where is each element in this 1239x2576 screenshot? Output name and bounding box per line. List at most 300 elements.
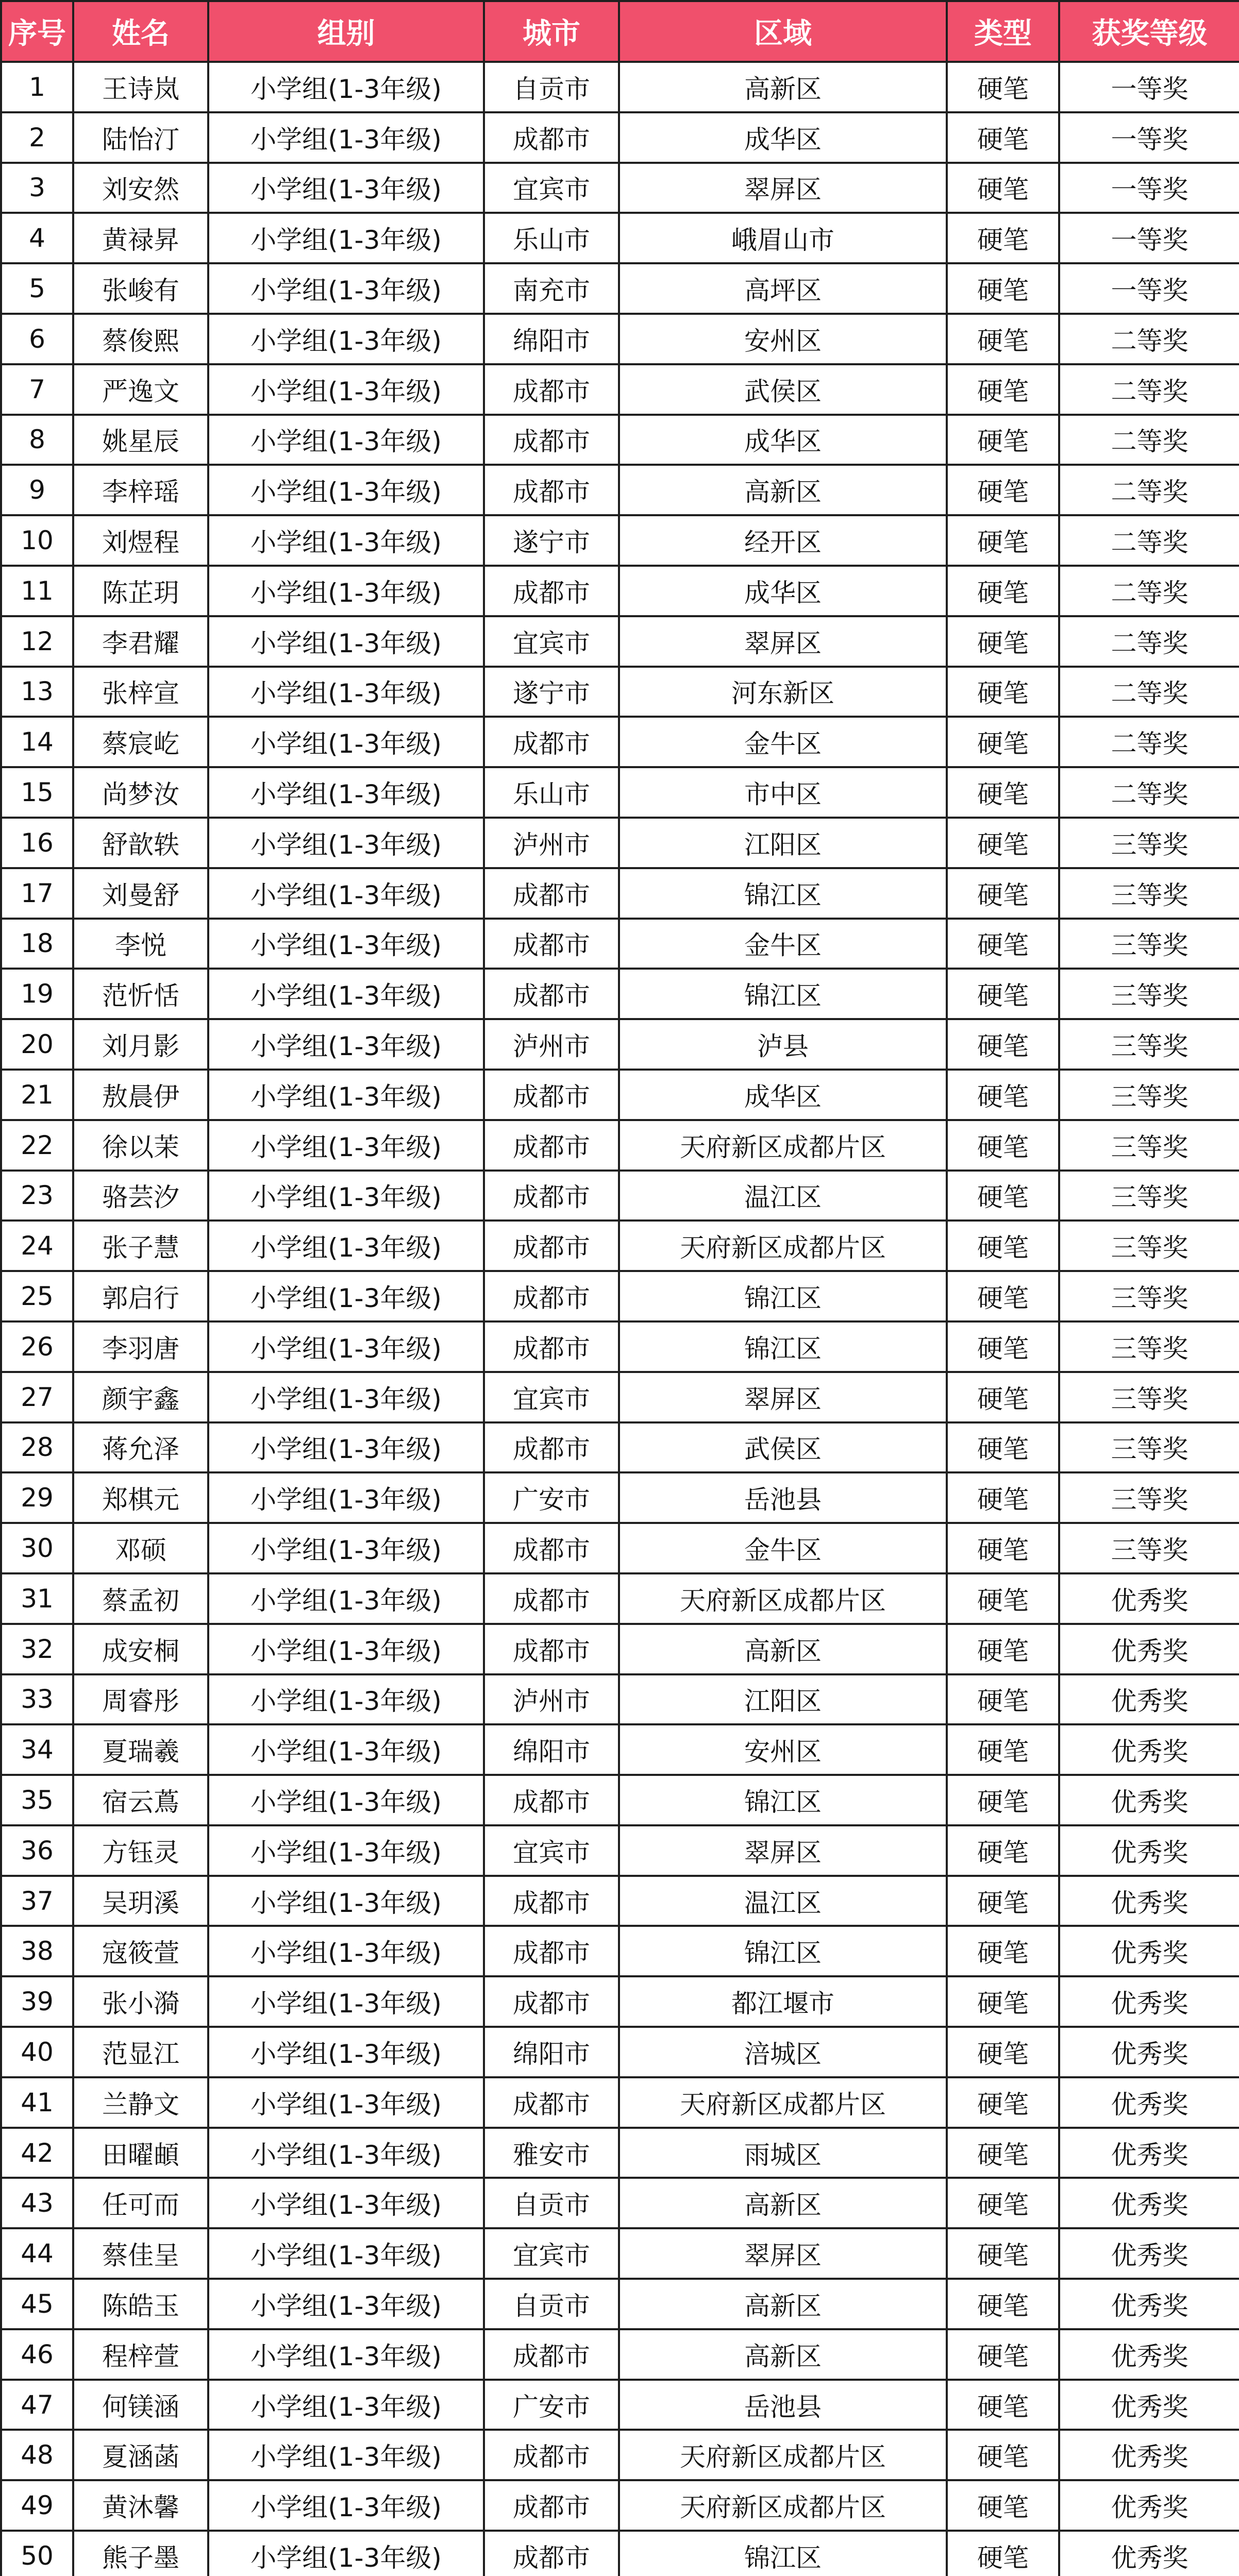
cell-award: 三等奖 [1059,1221,1239,1271]
cell-type: 硬笔 [947,1472,1059,1523]
cell-award: 一等奖 [1059,112,1239,163]
cell-name: 田曜頔 [73,2128,208,2178]
cell-group: 小学组(1-3年级) [208,465,484,515]
header-district: 区域 [619,1,947,62]
table-row [1,1321,1239,1372]
cell-award: 三等奖 [1059,1472,1239,1523]
cell-name: 黄禄昇 [73,213,208,263]
cell-city: 宜宾市 [484,1825,619,1876]
header-name: 姓名 [73,1,208,62]
cell-index: 12 [1,616,73,667]
cell-district: 峨眉山市 [619,213,947,263]
cell-award: 一等奖 [1059,263,1239,314]
cell-group: 小学组(1-3年级) [208,2380,484,2430]
cell-index: 3 [1,163,73,213]
cell-group: 小学组(1-3年级) [208,1019,484,1070]
cell-type: 硬笔 [947,1825,1059,1876]
cell-city: 成都市 [484,2329,619,2380]
cell-group: 小学组(1-3年级) [208,62,484,112]
cell-group: 小学组(1-3年级) [208,1775,484,1825]
table-row [1,2480,1239,2531]
cell-name: 郭启行 [73,1271,208,1321]
cell-award: 三等奖 [1059,969,1239,1019]
cell-index: 25 [1,1271,73,1321]
cell-award: 三等奖 [1059,868,1239,919]
cell-name: 程梓萱 [73,2329,208,2380]
cell-group: 小学组(1-3年级) [208,1876,484,1926]
cell-name: 黄沐馨 [73,2480,208,2531]
cell-type: 硬笔 [947,2329,1059,2380]
table-row [1,1775,1239,1825]
cell-district: 高新区 [619,2178,947,2228]
cell-type: 硬笔 [947,515,1059,566]
cell-district: 天府新区成都片区 [619,2077,947,2128]
cell-name: 张峻有 [73,263,208,314]
cell-type: 硬笔 [947,263,1059,314]
cell-name: 刘安然 [73,163,208,213]
table-row [1,163,1239,213]
cell-award: 优秀奖 [1059,1674,1239,1725]
cell-index: 33 [1,1674,73,1725]
cell-award: 优秀奖 [1059,2178,1239,2228]
cell-type: 硬笔 [947,767,1059,818]
cell-district: 锦江区 [619,969,947,1019]
cell-index: 22 [1,1120,73,1171]
cell-index: 44 [1,2228,73,2279]
cell-city: 成都市 [484,1573,619,1624]
cell-award: 优秀奖 [1059,2380,1239,2430]
cell-award: 三等奖 [1059,1321,1239,1372]
cell-type: 硬笔 [947,616,1059,667]
cell-group: 小学组(1-3年级) [208,1825,484,1876]
cell-city: 绵阳市 [484,314,619,364]
cell-city: 遂宁市 [484,515,619,566]
cell-name: 刘月影 [73,1019,208,1070]
cell-award: 一等奖 [1059,163,1239,213]
cell-type: 硬笔 [947,919,1059,969]
table-row [1,2430,1239,2480]
cell-name: 蒋允泽 [73,1422,208,1473]
cell-name: 范显江 [73,2027,208,2077]
cell-city: 成都市 [484,1221,619,1271]
table-row [1,2329,1239,2380]
cell-type: 硬笔 [947,2077,1059,2128]
cell-city: 成都市 [484,969,619,1019]
cell-name: 李悦 [73,919,208,969]
cell-type: 硬笔 [947,1724,1059,1775]
cell-name: 徐以茉 [73,1120,208,1171]
cell-group: 小学组(1-3年级) [208,1171,484,1221]
cell-name: 骆芸汐 [73,1171,208,1221]
cell-index: 43 [1,2178,73,2228]
cell-type: 硬笔 [947,969,1059,1019]
cell-type: 硬笔 [947,667,1059,717]
cell-index: 41 [1,2077,73,2128]
cell-city: 成都市 [484,2480,619,2531]
cell-group: 小学组(1-3年级) [208,2228,484,2279]
cell-district: 高新区 [619,1624,947,1674]
table-row [1,62,1239,112]
cell-index: 20 [1,1019,73,1070]
cell-index: 5 [1,263,73,314]
cell-district: 成华区 [619,1070,947,1120]
cell-award: 三等奖 [1059,1171,1239,1221]
table-row [1,1271,1239,1321]
cell-group: 小学组(1-3年级) [208,1271,484,1321]
table-row [1,2128,1239,2178]
cell-type: 硬笔 [947,1321,1059,1372]
table-row [1,1523,1239,1573]
table-row [1,1221,1239,1271]
table-row [1,566,1239,616]
cell-name: 姚星辰 [73,415,208,465]
cell-city: 成都市 [484,2531,619,2576]
cell-name: 夏涵菡 [73,2430,208,2480]
cell-name: 刘煜程 [73,515,208,566]
cell-city: 成都市 [484,1775,619,1825]
table-row [1,1573,1239,1624]
cell-award: 一等奖 [1059,213,1239,263]
cell-award: 优秀奖 [1059,2531,1239,2576]
cell-group: 小学组(1-3年级) [208,1472,484,1523]
table-row [1,2380,1239,2430]
cell-city: 成都市 [484,2077,619,2128]
cell-district: 都江堰市 [619,1976,947,2027]
cell-district: 高新区 [619,2279,947,2329]
cell-award: 优秀奖 [1059,2430,1239,2480]
cell-group: 小学组(1-3年级) [208,717,484,767]
cell-award: 二等奖 [1059,767,1239,818]
cell-name: 夏瑞羲 [73,1724,208,1775]
cell-index: 4 [1,213,73,263]
table-row [1,2531,1239,2576]
cell-group: 小学组(1-3年级) [208,919,484,969]
cell-city: 成都市 [484,1321,619,1372]
cell-city: 成都市 [484,1926,619,1976]
header-award: 获奖等级 [1059,1,1239,62]
cell-index: 42 [1,2128,73,2178]
cell-district: 岳池县 [619,1472,947,1523]
cell-group: 小学组(1-3年级) [208,818,484,868]
cell-index: 47 [1,2380,73,2430]
cell-city: 成都市 [484,1624,619,1674]
cell-type: 硬笔 [947,112,1059,163]
cell-index: 49 [1,2480,73,2531]
cell-group: 小学组(1-3年级) [208,213,484,263]
table-row [1,1876,1239,1926]
cell-award: 三等奖 [1059,1372,1239,1422]
cell-city: 成都市 [484,364,619,415]
cell-district: 金牛区 [619,717,947,767]
cell-city: 乐山市 [484,213,619,263]
cell-city: 泸州市 [484,1674,619,1725]
cell-type: 硬笔 [947,2128,1059,2178]
cell-index: 32 [1,1624,73,1674]
cell-type: 硬笔 [947,2430,1059,2480]
table-row [1,1724,1239,1775]
cell-district: 岳池县 [619,2380,947,2430]
table-row [1,2027,1239,2077]
cell-award: 优秀奖 [1059,2480,1239,2531]
cell-district: 锦江区 [619,868,947,919]
cell-district: 翠屏区 [619,1372,947,1422]
cell-district: 泸县 [619,1019,947,1070]
cell-city: 自贡市 [484,62,619,112]
cell-name: 王诗岚 [73,62,208,112]
cell-index: 50 [1,2531,73,2576]
cell-type: 硬笔 [947,1171,1059,1221]
cell-district: 市中区 [619,767,947,818]
cell-name: 蔡俊熙 [73,314,208,364]
cell-city: 宜宾市 [484,163,619,213]
cell-group: 小学组(1-3年级) [208,1321,484,1372]
cell-type: 硬笔 [947,1372,1059,1422]
cell-city: 成都市 [484,919,619,969]
cell-district: 成华区 [619,566,947,616]
table-row [1,2077,1239,2128]
cell-type: 硬笔 [947,2027,1059,2077]
cell-name: 方钰灵 [73,1825,208,1876]
cell-city: 成都市 [484,465,619,515]
cell-city: 成都市 [484,868,619,919]
cell-city: 成都市 [484,1876,619,1926]
cell-award: 三等奖 [1059,1070,1239,1120]
cell-district: 安州区 [619,1724,947,1775]
cell-type: 硬笔 [947,1573,1059,1624]
cell-city: 成都市 [484,1171,619,1221]
cell-index: 34 [1,1724,73,1775]
cell-index: 2 [1,112,73,163]
cell-city: 成都市 [484,1271,619,1321]
cell-index: 37 [1,1876,73,1926]
cell-type: 硬笔 [947,2178,1059,2228]
cell-group: 小学组(1-3年级) [208,1674,484,1725]
cell-type: 硬笔 [947,62,1059,112]
cell-name: 熊子墨 [73,2531,208,2576]
table-row [1,1674,1239,1725]
cell-city: 泸州市 [484,818,619,868]
cell-group: 小学组(1-3年级) [208,314,484,364]
cell-award: 优秀奖 [1059,1573,1239,1624]
cell-district: 锦江区 [619,1271,947,1321]
cell-name: 寇筱萱 [73,1926,208,1976]
cell-district: 经开区 [619,515,947,566]
cell-index: 14 [1,717,73,767]
header-type: 类型 [947,1,1059,62]
cell-district: 涪城区 [619,2027,947,2077]
cell-group: 小学组(1-3年级) [208,2329,484,2380]
cell-district: 成华区 [619,415,947,465]
cell-district: 高新区 [619,62,947,112]
cell-district: 武侯区 [619,1422,947,1473]
cell-award: 三等奖 [1059,1120,1239,1171]
cell-award: 三等奖 [1059,1271,1239,1321]
cell-group: 小学组(1-3年级) [208,1573,484,1624]
cell-district: 高新区 [619,2329,947,2380]
cell-index: 24 [1,1221,73,1271]
cell-group: 小学组(1-3年级) [208,2480,484,2531]
cell-group: 小学组(1-3年级) [208,1523,484,1573]
cell-district: 雨城区 [619,2128,947,2178]
cell-type: 硬笔 [947,1674,1059,1725]
cell-group: 小学组(1-3年级) [208,415,484,465]
table-row [1,1070,1239,1120]
cell-index: 16 [1,818,73,868]
cell-index: 21 [1,1070,73,1120]
cell-group: 小学组(1-3年级) [208,1926,484,1976]
cell-district: 高新区 [619,465,947,515]
cell-city: 绵阳市 [484,2027,619,2077]
cell-name: 吴玥溪 [73,1876,208,1926]
cell-award: 二等奖 [1059,364,1239,415]
cell-index: 1 [1,62,73,112]
cell-district: 翠屏区 [619,1825,947,1876]
cell-district: 天府新区成都片区 [619,2480,947,2531]
cell-city: 绵阳市 [484,1724,619,1775]
table-row [1,415,1239,465]
cell-district: 安州区 [619,314,947,364]
cell-group: 小学组(1-3年级) [208,112,484,163]
table-row [1,667,1239,717]
cell-name: 邓硕 [73,1523,208,1573]
cell-type: 硬笔 [947,1120,1059,1171]
cell-type: 硬笔 [947,818,1059,868]
cell-type: 硬笔 [947,2279,1059,2329]
cell-name: 蔡宸屹 [73,717,208,767]
table-row [1,616,1239,667]
header-group: 组别 [208,1,484,62]
cell-city: 广安市 [484,1472,619,1523]
cell-name: 何镁涵 [73,2380,208,2430]
cell-index: 15 [1,767,73,818]
cell-index: 13 [1,667,73,717]
cell-name: 郑棋元 [73,1472,208,1523]
cell-name: 张子慧 [73,1221,208,1271]
cell-city: 成都市 [484,2430,619,2480]
cell-city: 宜宾市 [484,2228,619,2279]
cell-city: 成都市 [484,1523,619,1573]
cell-type: 硬笔 [947,566,1059,616]
cell-city: 宜宾市 [484,616,619,667]
cell-award: 优秀奖 [1059,1976,1239,2027]
header-row [1,1,1239,62]
cell-name: 蔡佳呈 [73,2228,208,2279]
cell-type: 硬笔 [947,2380,1059,2430]
cell-city: 广安市 [484,2380,619,2430]
cell-city: 成都市 [484,717,619,767]
cell-district: 天府新区成都片区 [619,2430,947,2480]
table-row [1,767,1239,818]
cell-award: 三等奖 [1059,818,1239,868]
cell-group: 小学组(1-3年级) [208,1120,484,1171]
cell-district: 江阳区 [619,1674,947,1725]
cell-award: 优秀奖 [1059,2027,1239,2077]
table-row [1,314,1239,364]
cell-index: 36 [1,1825,73,1876]
cell-type: 硬笔 [947,2228,1059,2279]
cell-city: 成都市 [484,1120,619,1171]
cell-district: 河东新区 [619,667,947,717]
cell-award: 二等奖 [1059,415,1239,465]
header-city: 城市 [484,1,619,62]
cell-award: 优秀奖 [1059,1724,1239,1775]
table-row [1,818,1239,868]
cell-index: 18 [1,919,73,969]
cell-group: 小学组(1-3年级) [208,1372,484,1422]
cell-name: 刘曼舒 [73,868,208,919]
cell-district: 天府新区成都片区 [619,1120,947,1171]
table-row [1,1171,1239,1221]
cell-group: 小学组(1-3年级) [208,767,484,818]
cell-type: 硬笔 [947,314,1059,364]
cell-award: 优秀奖 [1059,1825,1239,1876]
cell-award: 二等奖 [1059,717,1239,767]
cell-group: 小学组(1-3年级) [208,1070,484,1120]
table-row [1,1422,1239,1473]
cell-index: 29 [1,1472,73,1523]
cell-district: 翠屏区 [619,2228,947,2279]
cell-district: 高坪区 [619,263,947,314]
cell-name: 范忻恬 [73,969,208,1019]
cell-index: 46 [1,2329,73,2380]
cell-name: 颜宇鑫 [73,1372,208,1422]
cell-name: 蔡孟初 [73,1573,208,1624]
cell-city: 自贡市 [484,2279,619,2329]
table-row [1,1472,1239,1523]
cell-district: 温江区 [619,1876,947,1926]
cell-index: 8 [1,415,73,465]
table-row [1,868,1239,919]
cell-name: 尚梦汝 [73,767,208,818]
table-row [1,2228,1239,2279]
table-row [1,2279,1239,2329]
cell-award: 优秀奖 [1059,2329,1239,2380]
cell-district: 锦江区 [619,1321,947,1372]
cell-group: 小学组(1-3年级) [208,2531,484,2576]
cell-name: 李君耀 [73,616,208,667]
cell-city: 遂宁市 [484,667,619,717]
cell-index: 28 [1,1422,73,1473]
cell-name: 陆怡汀 [73,112,208,163]
cell-name: 周睿彤 [73,1674,208,1725]
cell-district: 锦江区 [619,2531,947,2576]
cell-group: 小学组(1-3年级) [208,2128,484,2178]
cell-group: 小学组(1-3年级) [208,2430,484,2480]
cell-award: 三等奖 [1059,1422,1239,1473]
cell-index: 9 [1,465,73,515]
cell-award: 三等奖 [1059,1019,1239,1070]
cell-group: 小学组(1-3年级) [208,969,484,1019]
cell-name: 兰静文 [73,2077,208,2128]
header-index: 序号 [1,1,73,62]
table-row [1,969,1239,1019]
cell-group: 小学组(1-3年级) [208,263,484,314]
table-row [1,213,1239,263]
cell-district: 锦江区 [619,1775,947,1825]
cell-district: 天府新区成都片区 [619,1573,947,1624]
cell-type: 硬笔 [947,1876,1059,1926]
cell-group: 小学组(1-3年级) [208,1724,484,1775]
cell-type: 硬笔 [947,213,1059,263]
cell-city: 成都市 [484,112,619,163]
cell-index: 19 [1,969,73,1019]
cell-type: 硬笔 [947,1976,1059,2027]
cell-city: 成都市 [484,566,619,616]
cell-award: 二等奖 [1059,616,1239,667]
table-row [1,1019,1239,1070]
cell-index: 23 [1,1171,73,1221]
cell-group: 小学组(1-3年级) [208,2279,484,2329]
